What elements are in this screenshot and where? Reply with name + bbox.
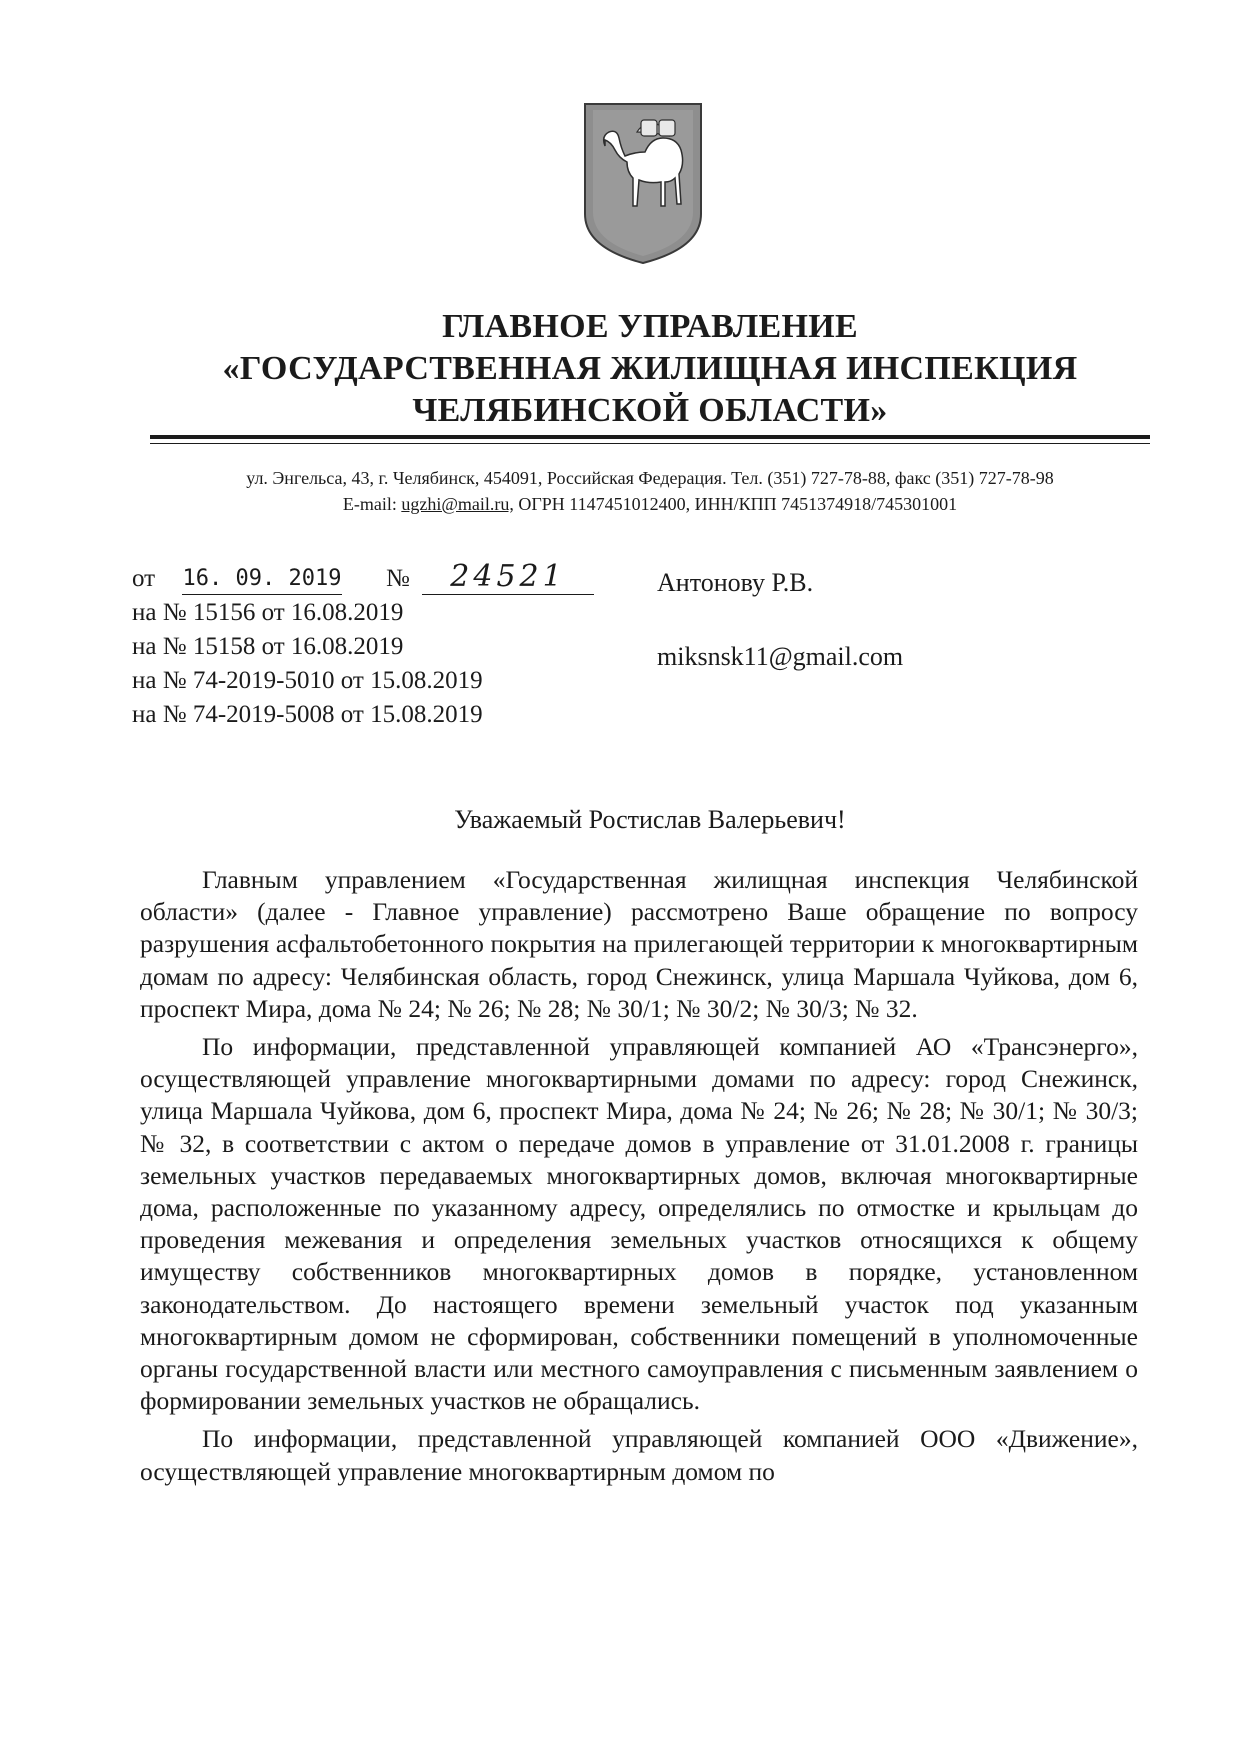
- letter-body: [140, 864, 1138, 1494]
- title-line-1: ГЛАВНОЕ УПРАВЛЕНИЕ: [442, 308, 858, 345]
- body-paragraph: По информации, представленной управляющей компанией АО «Трансэнерго», осуществляющей управление многоквартирными домами по адресу: город Снежинск, улица Маршала Чуйкова, дом 6, проспект Мира, дома № 24; № 26; № 28; № 30/1; № 30/3; № 32, в соответствии с актом о передаче домов в управление от 31.01.2008 г. границы земельных участков передаваемых многоквартирных домов, включая многоквартирные дома, расположенные по указанному адресу, определялись по отмостке и крыльцам до проведения межевания и определения земельных участков относящихся к общему имуществу собственников многоквартирных домов в порядке, установленном законодательством. До настоящего времени земельный участок под указанным многоквартирным домом не сформирован, собственники помещений в уполномоченные органы государственной власти или местного самоуправления с письменным заявлением о формировании земельных участков не обращались.: [140, 1032, 1138, 1416]
- reference-line: на № 15158 от 16.08.2019: [132, 633, 404, 660]
- email-label: E-mail:: [342, 494, 397, 514]
- registry-numbers: ОГРН 1147451012400, ИНН/КПП 7451374918/745301001: [518, 494, 958, 514]
- organization-title: [150, 306, 1150, 432]
- header-divider-thick: [150, 435, 1150, 439]
- contact-block: [150, 465, 1150, 517]
- registration-line: [132, 559, 602, 596]
- number-label: №: [386, 565, 410, 592]
- recipient-name: Антонову Р.В.: [657, 568, 814, 597]
- recipient-block: [657, 566, 903, 674]
- outgoing-number: 24521: [422, 560, 594, 595]
- email-link[interactable]: ugzhi@mail.ru,: [401, 494, 514, 514]
- salutation: Уважаемый Ростислав Валерьевич!: [454, 805, 846, 834]
- address-line: ул. Энгельса, 43, г. Челябинск, 454091, Российская Федерация. Тел. (351) 727-78-88, факс (351) 727-78-98: [246, 468, 1054, 488]
- recipient-email[interactable]: miksnsk11@gmail.com: [657, 642, 904, 671]
- reference-line: на № 74-2019-5008 от 15.08.2019: [132, 701, 483, 728]
- registration-block: [132, 559, 602, 732]
- header-divider-thin: [150, 443, 1150, 444]
- title-line-2: «ГОСУДАРСТВЕННАЯ ЖИЛИЩНАЯ ИНСПЕКЦИЯ: [222, 350, 1078, 387]
- body-paragraph: Главным управлением «Государственная жилищная инспекция Челябинской области» (далее - Главное управление) рассмотрено Ваше обращение по вопросу разрушения асфальтобетонного покрытия на прилегающей территории к многоквартирным домам по адресу: Челябинская область, город Снежинск, улица Маршала Чуйкова, дом 6, проспект Мира, дома № 24; № 26; № 28; № 30/1; № 30/2; № 30/3; № 32.: [140, 865, 1138, 1023]
- reference-line: на № 74-2019-5010 от 15.08.2019: [132, 667, 483, 694]
- email-registry-line: [150, 491, 1150, 517]
- coat-of-arms-camel-icon: [583, 102, 703, 265]
- title-line-3: ЧЕЛЯБИНСКОЙ ОБЛАСТИ»: [412, 392, 888, 429]
- outgoing-date: 16. 09. 2019: [182, 564, 342, 595]
- from-label: от: [132, 565, 156, 592]
- reference-line: на № 15156 от 16.08.2019: [132, 599, 404, 626]
- body-paragraph: По информации, представленной управляющей компанией ООО «Движение», осуществляющей управление многоквартирным домом по: [140, 1424, 1138, 1486]
